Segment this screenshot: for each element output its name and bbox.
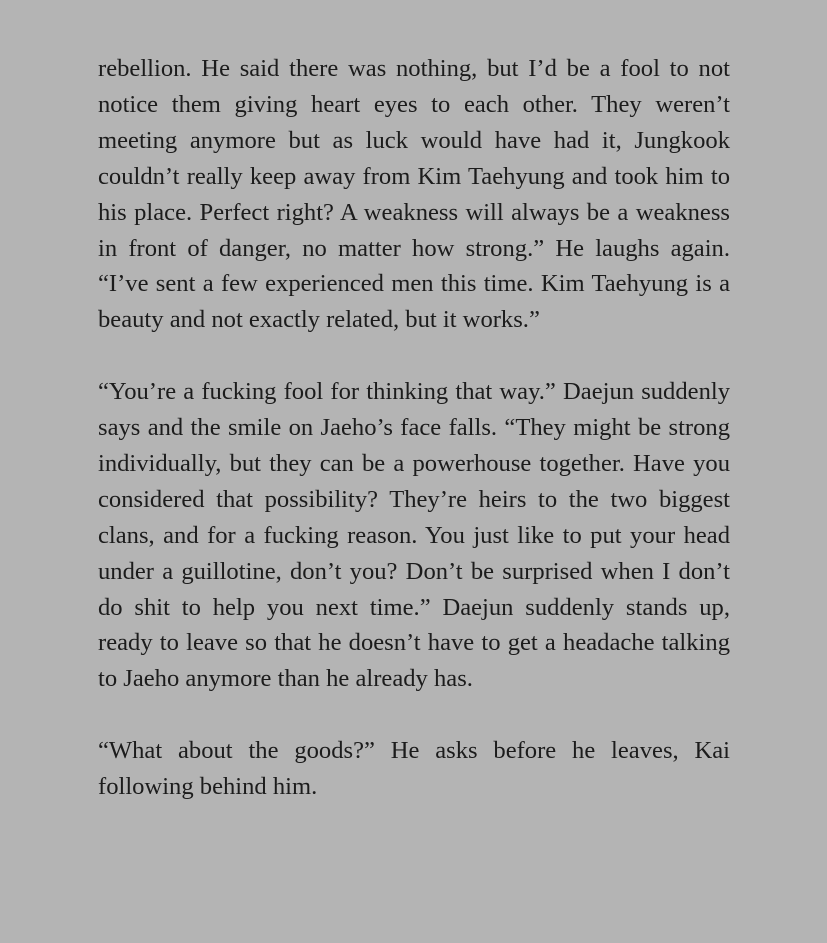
story-text (98, 51, 730, 805)
paragraph: rebellion. He said there was nothing, but I’d be a fool to not notice them giving heart eyes to each other. They weren’t meeting anymore but as luck would have had it, Jungkook couldn’t really keep away from Kim Taehyung and took him to his place. Perfect right? A weakness will always be a weakness in front of danger, no matter how strong.” He laughs again. “I’ve sent a few experienced men this time. Kim Taehyung is a beauty and not exactly related, but it works.” (98, 55, 730, 334)
paragraph: “You’re a fucking fool for thinking that way.” Daejun suddenly says and the smile on Jaeho’s face falls. “They might be strong individually, but they can be a powerhouse together. Have you considered that possibility? They’re heirs to the two biggest clans, and for a fucking reason. You just like to put your head under a guillotine, don’t you? Don’t be surprised when I don’t do shit to help you next time.” Daejun suddenly stands up, ready to leave so that he doesn’t have to get a headache talking to Jaeho anymore than he already has. (98, 378, 730, 693)
paragraph: “What about the goods?” He asks before he leaves, Kai following behind him. (98, 737, 730, 801)
